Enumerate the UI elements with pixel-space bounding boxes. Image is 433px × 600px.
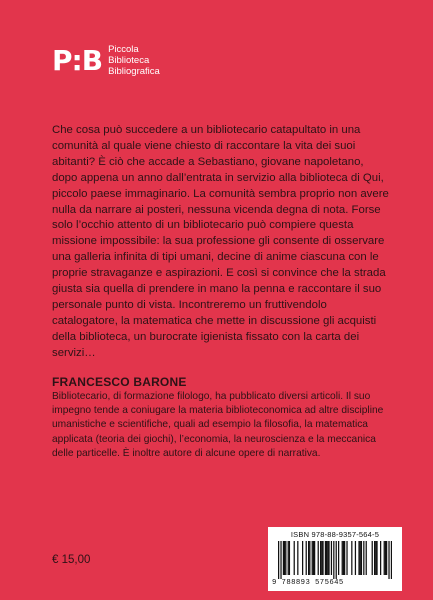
barcode-bar (285, 541, 286, 575)
barcode-bar (294, 541, 295, 575)
barcode-bar (328, 541, 329, 575)
isbn-barcode-box (268, 527, 402, 591)
barcode-bar (338, 541, 339, 575)
barcode-bar (320, 541, 321, 575)
barcode-bar (321, 541, 322, 575)
barcode-bar (333, 541, 334, 579)
author-section (52, 375, 392, 461)
barcode-bar (360, 541, 361, 575)
barcode-bar (309, 541, 310, 575)
publisher-name-line1: Piccola (108, 44, 139, 55)
barcode-bar (284, 541, 285, 575)
barcode-bar (322, 541, 323, 575)
barcode-bar (343, 541, 344, 575)
barcode-bar (306, 541, 307, 575)
author-name: FRANCESCO BARONE (52, 375, 187, 389)
barcode-bar (278, 541, 279, 579)
barcode-bar (283, 541, 284, 575)
publisher-name (108, 44, 160, 77)
barcode-bar (342, 541, 343, 575)
barcode-bar (351, 541, 352, 575)
publisher-name-line3: Bibliografica (108, 66, 160, 77)
barcode-bar (374, 541, 375, 575)
price: € 15,00 (52, 554, 91, 566)
author-bio: Bibliotecario, di formazione filologo, ha pubblicato diversi articoli. Il suo impegno tende a coniugare la materia biblioteconomica ad altre discipline umanistiche e scientifiche, quali ad esempio la filosofia, la matematica applicata (teoria dei giochi), l’economia, la neuroscienza e la meccanica delle particelle. È inoltre autore di alcune opere di narrativa. (52, 391, 384, 459)
barcode-bar (355, 541, 356, 575)
barcode-bar (386, 541, 387, 575)
barcode-bar (358, 541, 359, 575)
barcode-bar (363, 541, 364, 575)
barcode-bar (327, 541, 328, 575)
barcode-bar (308, 541, 309, 575)
barcode-bar (331, 541, 332, 575)
publisher-logo (52, 44, 160, 77)
blurb-text: Che cosa può succedere a un bibliotecario catapultato in una comunità al quale viene chiesto di raccontare la vita dei suoi abitanti? È ciò che accade a Sebastiano, giovane napoletano, dopo appena un anno dall’entrata in servizio alla biblioteca di Qui, piccolo paese immaginario. La comunità sembra proprio non avere nulla da narrare ai posteri, nessuna vicenda degna di nota. Forse solo l’occhio attento di un bibliotecario può compiere questa missione impossibile: la sua professione gli consente di osservare una galleria infinita di tipi umani, decine di anime ciascuna con le proprie stravaganze e aspirazioni. E così si convince che la strada giusta sia quella di prendere in mano la penna e raccontare il suo personale punto di vista. Incontreremo un fruttivendolo catalogatore, la matematica che mette in discussione gli acquisti della biblioteca, un burocrate igienista fissato con la carta dei servizi… (52, 124, 389, 359)
barcode-bar (313, 541, 314, 575)
barcode-bar (380, 541, 381, 575)
logo-mark: P:B (52, 43, 103, 77)
barcode-bar (346, 541, 347, 575)
barcode-bar (302, 541, 303, 575)
barcode-bar (280, 541, 281, 579)
barcode-bar (385, 541, 386, 575)
barcode-bar (325, 541, 326, 575)
barcode-bar (388, 541, 389, 579)
barcode-bar (314, 541, 315, 575)
barcode-bar (376, 541, 377, 575)
barcode-bar (318, 541, 319, 575)
barcode-bar (391, 541, 392, 579)
barcode-bar (288, 541, 289, 575)
isbn-label: ISBN 978-88-9357-564-5 (290, 530, 380, 539)
publisher-name-line2: Biblioteca (108, 55, 150, 66)
barcode-bar (384, 541, 385, 575)
barcode-icon (278, 541, 392, 579)
barcode-bar (336, 541, 337, 579)
barcode-bar (344, 541, 345, 575)
barcode-bar (375, 541, 376, 575)
barcode-bar (297, 541, 298, 575)
barcode-bar (361, 541, 362, 575)
barcode-bar (312, 541, 313, 575)
barcode-bar (289, 541, 290, 575)
barcode-digits: 9 788893 575645 (272, 579, 344, 587)
barcode-bar (372, 541, 373, 575)
barcode-bar (326, 541, 327, 575)
book-blurb (52, 123, 392, 362)
barcode-bar (366, 541, 367, 575)
